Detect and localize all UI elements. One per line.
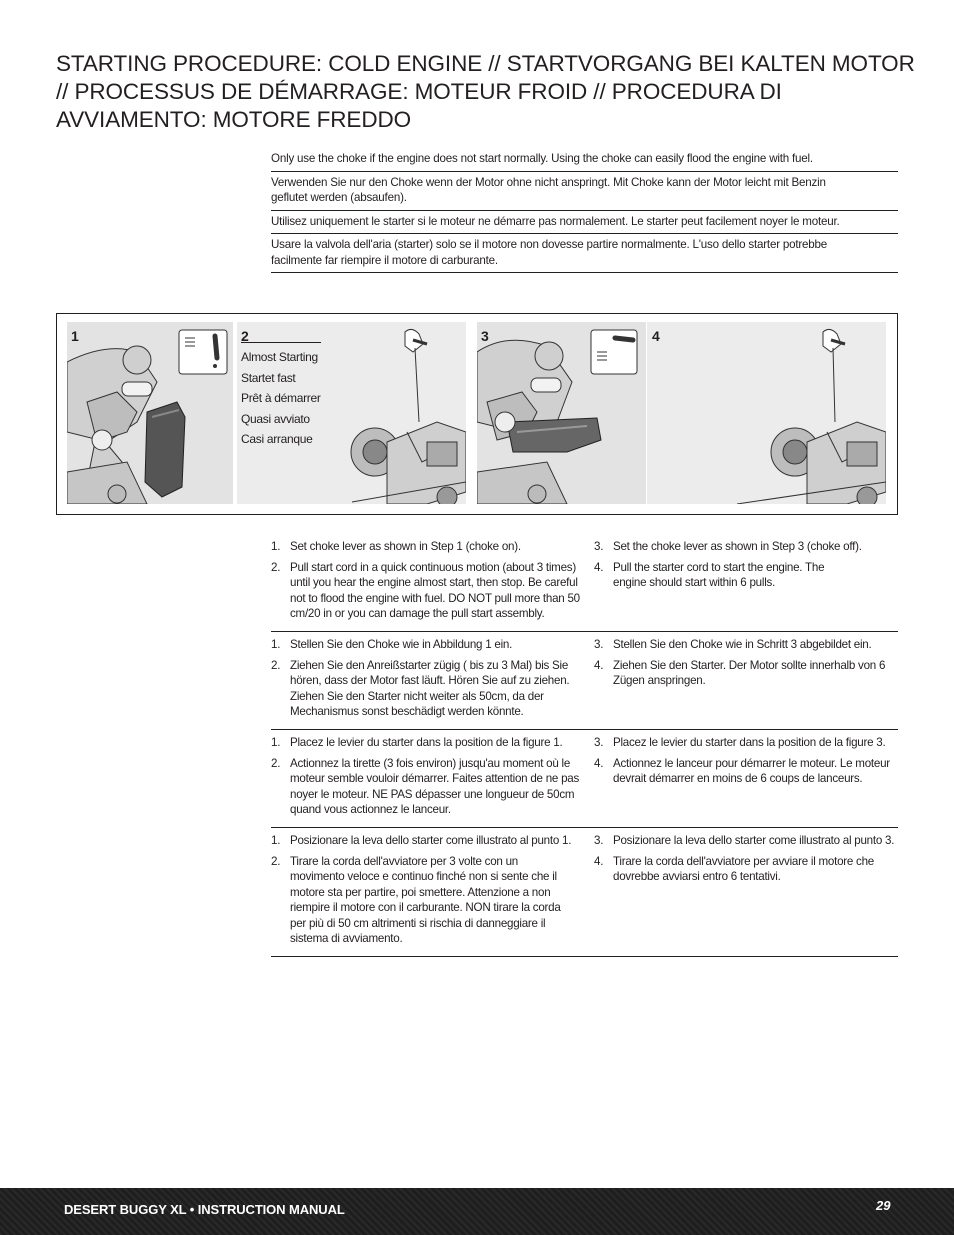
choke-on-illustration <box>67 322 233 504</box>
figure-step-1 <box>67 322 233 504</box>
caption-de: Startet fast <box>241 370 296 385</box>
list-item: 2. Pull start cord in a quick continuous motion (about 3 times) until you hear the engine almost start, then stop. Be careful not to flood the engine with fuel. DO NOT pull more than 50 cm/20 in or you can damage the pull start assembly. <box>271 560 580 621</box>
engine-start-illustration <box>647 322 886 504</box>
steps-en-right <box>594 536 898 627</box>
list-item: 3. Stellen Sie den Choke wie in Schritt 3 abgebildet ein. <box>594 637 872 651</box>
step-2-caption <box>241 342 321 450</box>
steps-it-left <box>271 830 594 952</box>
caption-en: Almost Starting <box>241 350 318 364</box>
note-fr: Utilisez uniquement le starter si le moteur ne démarre pas normalement. Le starter peut facilement noyer le moteur. <box>271 211 898 235</box>
step-number-3: 3 <box>481 328 489 344</box>
figure-step-3 <box>477 322 646 504</box>
steps-fr-right <box>594 732 898 823</box>
list-item: 1. Placez le levier du starter dans la position de la figure 1. <box>271 735 563 749</box>
note-de: Verwenden Sie nur den Choke wenn der Motor ohne nicht anspringt. Mit Choke kann der Motor leicht mit Benzin geflutet werden (absaufen). <box>271 172 898 211</box>
figure-step-4 <box>647 322 886 504</box>
choke-notes <box>271 148 898 273</box>
list-item: 4. Tirare la corda dell'avviatore per avviare il motore che dovrebbe avviarsi entro 6 tentativi. <box>594 854 875 884</box>
step-number-1: 1 <box>71 328 79 344</box>
list-item: 3. Posizionare la leva dello starter come illustrato al punto 3. <box>594 833 895 847</box>
list-item: 4. Actionnez le lanceur pour démarrer le moteur. Le moteur devrait démarrer en moins de 6 coups de lanceurs. <box>594 756 890 786</box>
footer-title: DESERT BUGGY XL • INSTRUCTION MANUAL <box>64 1202 345 1217</box>
caption-es: Casi arranque <box>241 432 313 446</box>
list-item: 2. Actionnez la tirette (3 fois environ) jusqu'au moment où le moteur semble vouloir démarrer. Faites attention de ne pas noyer le moteur. NE PAS dépasser une longueur de 50cm quand vous actionnez le lanceur. <box>271 756 580 817</box>
list-item: 3. Set the choke lever as shown in Step 3 (choke off). <box>594 540 862 553</box>
steps-en <box>271 534 898 632</box>
caption-it: Quasi avviato <box>241 411 310 426</box>
note-en: Only use the choke if the engine does not start normally. Using the choke can easily flood the engine with fuel. <box>271 148 898 172</box>
list-item: 2. Tirare la corda dell'avviatore per 3 volte con un movimento veloce e continuo finché non si sente che il motore sta per partire, poi smettere. Attenzione a non riempire il motore con il carburante. NON tirare la corda per più di 50 cm altrimenti si rischia di danneggiare il sistema di avviamento. <box>271 854 561 946</box>
note-it: Usare la valvola dell'aria (starter) solo se il motore non dovesse partire normalmente. L'uso dello starter potrebbe facilmente far riempire il motore di carburante. <box>271 234 898 273</box>
footer-bar <box>0 1188 954 1235</box>
list-item: 1. Posizionare la leva dello starter come illustrato al punto 1. <box>271 833 572 847</box>
steps-en-left <box>271 536 594 627</box>
steps-de-right <box>594 634 898 725</box>
figure-step-2 <box>237 322 466 504</box>
steps-de <box>271 632 898 730</box>
list-item: 4. Pull the starter cord to start the engine. The engine should start within 6 pulls. <box>594 560 825 590</box>
page-title: STARTING PROCEDURE: COLD ENGINE // STARTVORGANG BEI KALTEN MOTOR // PROCESSUS DE DÉMARRAGE: MOTEUR FROID // PROCEDURA DI AVVIAMENTO: MOTORE FREDDO <box>56 51 915 132</box>
steps-fr-left <box>271 732 594 823</box>
step-number-2: 2 <box>241 328 249 344</box>
list-item: 2. Ziehen Sie den Anreißstarter zügig ( bis zu 3 Mal) bis Sie hören, dass der Motor fast läuft. Hören Sie auf zu ziehen. Ziehen Sie den Starter nicht weiter als 50cm, da der Mechanismus sonst beschädigt werden könnte. <box>271 658 570 719</box>
list-item: 3. Placez le levier du starter dans la position de la figure 3. <box>594 735 886 749</box>
steps-fr <box>271 730 898 828</box>
list-item: 1. Set choke lever as shown in Step 1 (choke on). <box>271 540 521 553</box>
steps-de-left <box>271 634 594 725</box>
caption-fr: Prêt à démarrer <box>241 391 321 405</box>
step-instructions <box>271 534 898 957</box>
step-number-4: 4 <box>652 328 660 344</box>
page-number: 29 <box>876 1198 891 1213</box>
list-item: 4. Ziehen Sie den Starter. Der Motor sollte innerhalb von 6 Zügen anspringen. <box>594 658 886 688</box>
list-item: 1. Stellen Sie den Choke wie in Abbildung 1 ein. <box>271 637 513 651</box>
steps-it <box>271 828 898 957</box>
figure-strip <box>56 313 898 515</box>
steps-it-right <box>594 830 898 952</box>
choke-off-illustration <box>477 322 646 504</box>
